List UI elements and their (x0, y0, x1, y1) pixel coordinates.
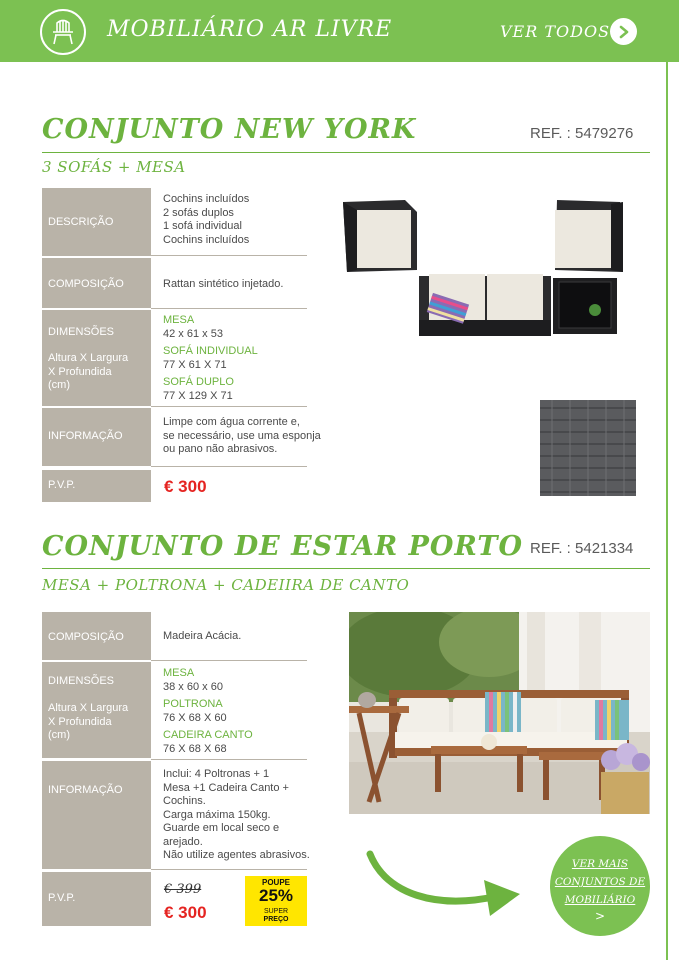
arrow-decoration-icon (366, 846, 526, 922)
label-composicao: COMPOSIÇÃO (42, 612, 151, 660)
row-divider (151, 660, 307, 661)
chair-icon (40, 9, 86, 55)
value-informacao: Limpe com água corrente e, se necessário, use uma esponja ou pano não abrasivos. (163, 416, 321, 455)
label-dimensoes: DIMENSÕES Altura X Largura X Profundida (cm) (42, 310, 151, 406)
row-divider (151, 869, 307, 870)
header-bar (0, 0, 679, 62)
page-edge-rule (666, 62, 668, 960)
see-more-sets-button[interactable]: VER MAIS CONJUNTOS DE MOBILIÁRIO > (550, 836, 650, 936)
label-descricao: DESCRIÇÃO (42, 188, 151, 256)
rattan-texture-image (540, 400, 636, 496)
product-price: € 300 (164, 477, 207, 496)
product-subtitle: MESA + POLTRONA + CADEIIRA DE CANTO (42, 576, 410, 594)
old-price: € 399 (164, 882, 202, 897)
row-divider (151, 466, 307, 467)
label-informacao: INFORMAÇÃO (42, 761, 151, 869)
section-divider (42, 152, 650, 153)
value-composicao: Rattan sintético injetado. (163, 278, 284, 290)
product-ref: REF. : 5479276 (530, 125, 634, 142)
label-pvp: P.V.P. (42, 470, 151, 502)
row-divider (151, 759, 307, 760)
see-all-link[interactable]: VER TODOS (500, 22, 611, 41)
label-dimensoes: DIMENSÕES Altura X Largura X Profundida (cm) (42, 662, 151, 758)
row-divider (151, 308, 307, 309)
product-image-new-york (335, 190, 635, 345)
label-composicao: COMPOSIÇÃO (42, 258, 151, 308)
product-ref: REF. : 5421334 (530, 540, 634, 557)
chevron-right-icon[interactable] (610, 18, 637, 45)
product-title: CONJUNTO DE ESTAR PORTO (42, 531, 523, 562)
value-dimensoes: MESA 38 x 60 x 60 POLTRONA 76 X 68 X 60 CADEIRA CANTO 76 X 68 X 68 (163, 667, 253, 755)
value-composicao: Madeira Acácia. (163, 630, 242, 642)
section-divider (42, 568, 650, 569)
product-subtitle: 3 SOFÁS + MESA (42, 158, 186, 176)
product-price: € 300 (164, 903, 207, 922)
page-title: MOBILIÁRIO AR LIVRE (107, 17, 393, 42)
row-divider (151, 255, 307, 256)
row-divider (151, 406, 307, 407)
label-pvp: P.V.P. (42, 872, 151, 926)
label-informacao: INFORMAÇÃO (42, 408, 151, 466)
value-descricao: Cochins incluídos 2 sofás duplos 1 sofá individual Cochins incluídos (163, 193, 250, 246)
chevron-right-icon: > (594, 909, 606, 923)
value-informacao: Inclui: 4 Poltronas + 1 Mesa +1 Cadeira Canto + Cochins. Carga máxima 150kg. Guarde em local seco e arejado. Não utilize agentes abrasivos. (163, 768, 310, 861)
value-dimensoes: MESA 42 x 61 x 53 SOFÁ INDIVIDUAL 77 X 61 X 71 SOFÁ DUPLO 77 X 129 X 71 (163, 314, 258, 402)
discount-badge: POUPE 25% SUPER PREÇO (245, 876, 307, 926)
product-title: CONJUNTO NEW YORK (42, 114, 417, 145)
product-image-porto (349, 612, 650, 814)
